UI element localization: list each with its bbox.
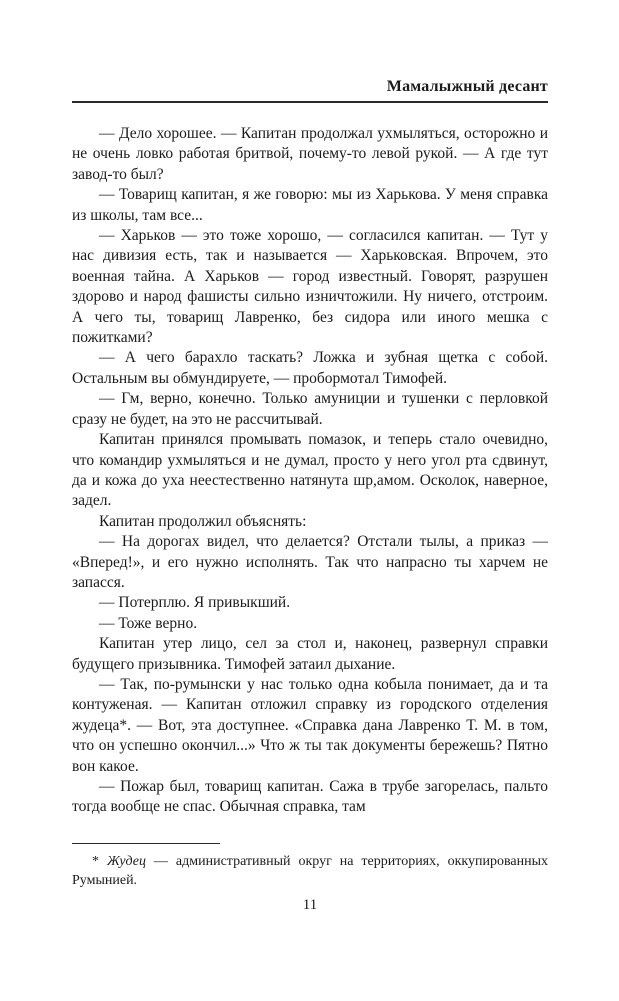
paragraph: — Товарищ капитан, я же говорю: мы из Харькова. У меня справка из школы, там все... bbox=[72, 186, 548, 224]
paragraph: Капитан принялся промывать помазок, и теперь стало очевидно, что командир ухмыляться и не думал, просто у него угол рта сдвинут, да и кожа до уха неестественно натянута шр,амом. Осколок, наверное, задел. bbox=[72, 431, 548, 510]
footnote bbox=[72, 853, 548, 890]
running-header-title: Мамалыжный десант bbox=[386, 78, 548, 95]
footnote-text: — административный округ на территориях, оккупированных Румынией. bbox=[72, 854, 548, 888]
footnote-rule bbox=[72, 843, 220, 844]
paragraph: — А чего барахло таскать? Ложка и зубная щетка с собой. Остальным вы обмундируете, — пробормотал Тимофей. bbox=[72, 349, 548, 387]
paragraph: Капитан продолжил объяснять: bbox=[99, 512, 307, 530]
paragraph: Капитан утер лицо, сел за стол и, наконец, развернул справки будущего призывника. Тимофей затаил дыхание. bbox=[72, 635, 548, 673]
paragraph: — Тоже верно. bbox=[99, 614, 198, 632]
footnote-block bbox=[72, 843, 548, 890]
paragraph: — На дорогах видел, что делается? Отстали тылы, а приказ — «Вперед!», и его нужно исполнять. Так что напрасно ты харчем не запасся. bbox=[72, 533, 548, 591]
paragraph: — Харьков — это тоже хорошо, — согласился капитан. — Тут у нас дивизия есть, так и называется — Харьковская. Впрочем, это военная тайна. А Харьков — город известный. Говорят, разрушен здорово и народ фашисты сильно изничтожили. Ну ничего, отстроим. А чего ты, товарищ Лавренко, без сидора или иного мешка с пожитками? bbox=[72, 227, 548, 347]
paragraph: — Потерплю. Я привыкший. bbox=[99, 594, 291, 612]
paragraph: — Пожар был, товарищ капитан. Сажа в трубе загорелась, пальто тогда вообще не спас. Обычная справка, там bbox=[72, 778, 548, 816]
header-rule bbox=[72, 101, 548, 103]
paragraph: — Так, по-румынски у нас только одна кобыла понимает, да и та контуженая. — Капитан отложил справку из городского отделения жудеца*. — Вот, эта доступнее. «Справка дана Лавренко Т. М. в том, что он успешно окончил...» Что ж ты так документы бережешь? Пятно вон какое. bbox=[72, 675, 548, 775]
paragraph: — Дело хорошее. — Капитан продолжал ухмыляться, осторожно и не очень ловко работая бритвой, почему-то левой рукой. — А где тут завод-то был? bbox=[72, 125, 548, 183]
footnote-marker: * bbox=[92, 854, 107, 869]
paragraph: — Гм, верно, конечно. Только амуниции и тушенки с перловкой сразу не будет, на это не рассчитывай. bbox=[72, 390, 548, 428]
page-header bbox=[72, 78, 548, 103]
body-text bbox=[72, 124, 548, 836]
page-number: 11 bbox=[302, 897, 318, 913]
footnote-term: Жудец bbox=[106, 854, 146, 869]
